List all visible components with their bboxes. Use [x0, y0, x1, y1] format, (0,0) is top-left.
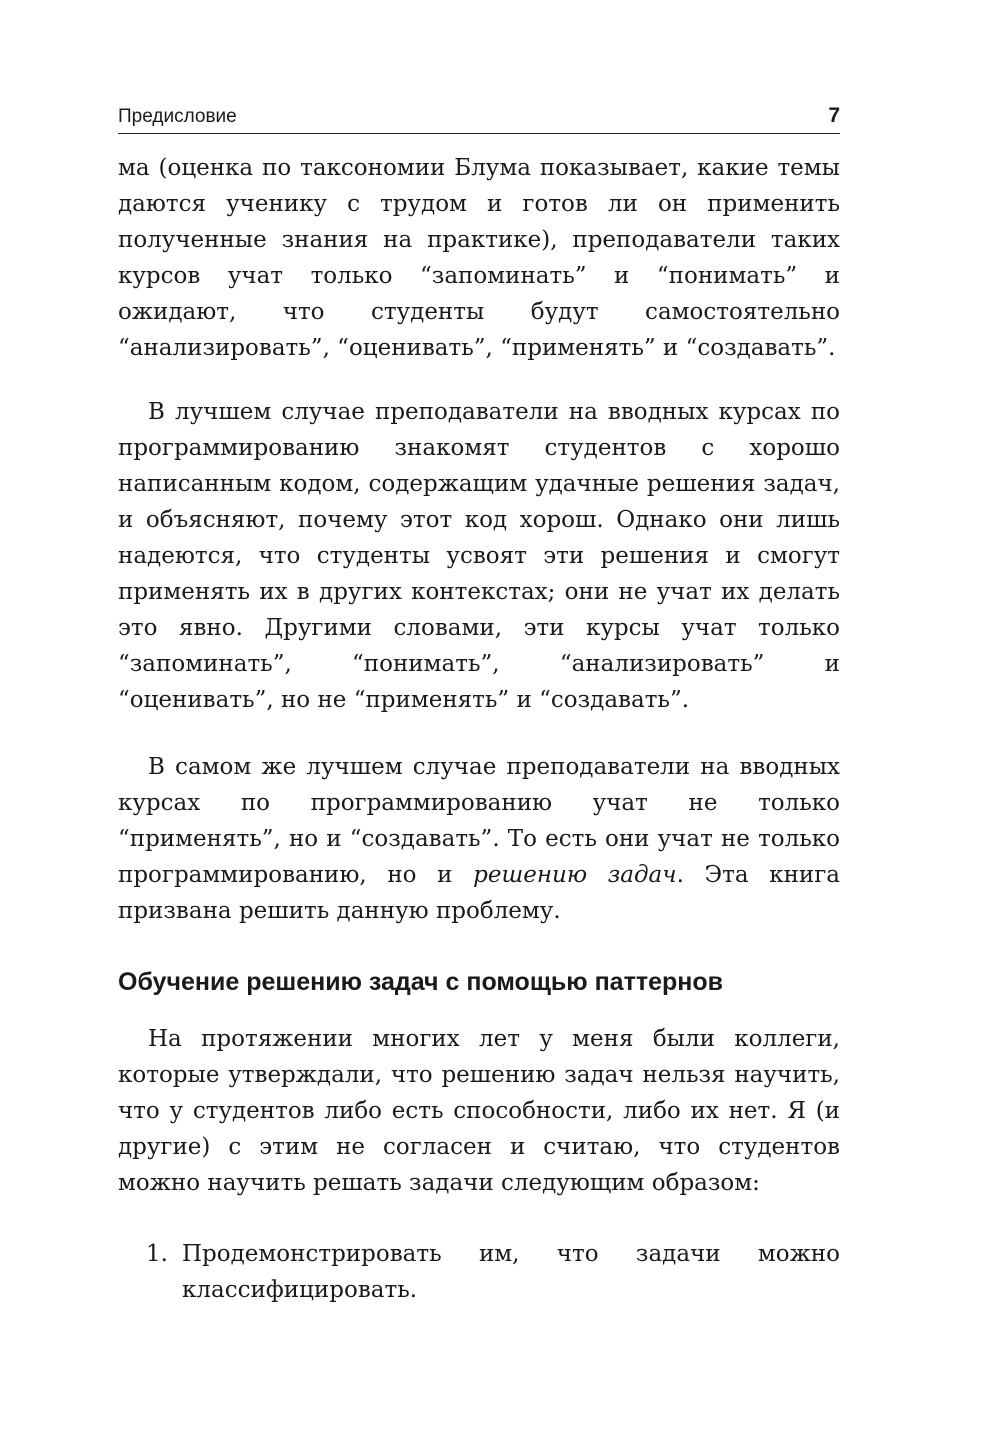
paragraph-continued: ма (оценка по таксономии Блума показывает, какие темы даются ученику с трудом и готов ли он применить полученные знания на практике), преподаватели таких курсов учат только “запоминать” и “понимать” и ожидают, что студенты будут самостоятельно “анализировать”, “оценивать”, “применять” и “создавать”.	[118, 155, 840, 361]
paragraph-text-part: В самом же лучшем случае преподаватели на вводных курсах по программированию учат не только “применять”, но и “создавать”. То есть они учат не только программированию, но и	[118, 754, 840, 888]
list-item-number: 1.	[146, 1241, 168, 1267]
numbered-list	[118, 1236, 840, 1308]
running-header	[118, 103, 840, 134]
list-item	[118, 1236, 840, 1308]
page-number: 7	[828, 104, 840, 127]
paragraph-text-part: . Эта книга призвана решить данную проблему.	[118, 862, 840, 924]
section-heading: Обучение решению задач с помощью паттернов	[118, 968, 723, 996]
chapter-title: Предисловие	[118, 106, 237, 127]
emphasis-text: решению задач	[473, 862, 677, 888]
list-item-text: Продемонстрировать им, что задачи можно классифицировать.	[182, 1241, 840, 1303]
paragraph-best-case: В лучшем случае преподаватели на вводных курсах по программированию знакомят студентов с хорошо написанным кодом, содержащим удачные решения задач, и объясняют, почему этот код хорош. Однако они лишь надеются, что студенты усвоят эти решения и смогут применять их в других контекстах; они не учат их делать это явно. Другими словами, эти курсы учат только “запоминать”, “понимать”, “анализировать” и “оценивать”, но не “применять” и “создавать”.	[118, 399, 840, 713]
paragraph-very-best-case	[118, 749, 840, 929]
paragraph-colleagues: На протяжении многих лет у меня были коллеги, которые утверждали, что решению задач нельзя научить, что у студентов либо есть способности, либо их нет. Я (и другие) с этим не согласен и считаю, что студентов можно научить решать задачи следующим образом:	[118, 1026, 840, 1196]
